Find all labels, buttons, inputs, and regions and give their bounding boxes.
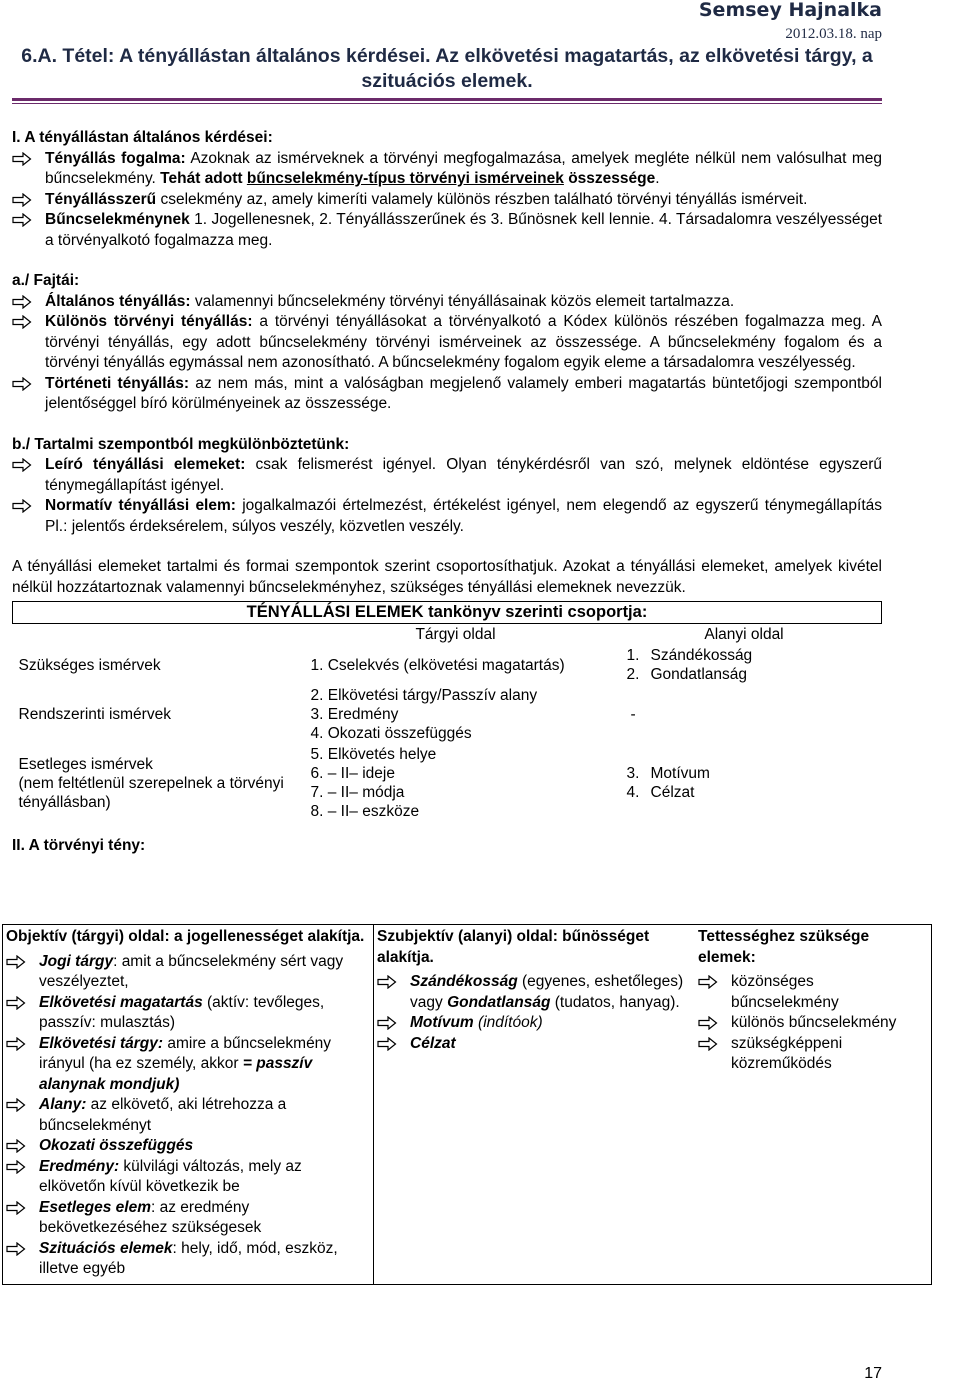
arrow-icon (6, 1201, 26, 1215)
title-rule-thin (12, 103, 882, 104)
list-item: 4. Okozati összefüggés (310, 725, 472, 742)
arrow-icon (698, 1037, 718, 1051)
list-item: 8. – II– eszköze (310, 803, 420, 820)
page-number: 17 (864, 1365, 882, 1382)
list-item: különös bűncselekmény (698, 1013, 923, 1034)
list-item: Tényállás fogalma: Azoknak az ismérveknek a törvényi megfogalmazása, amelyek megléte nélkül nem valósulhat meg bűncselekmény. Tehát adott bűncselekmény-típus törvényi ismérveinek összessége. (12, 149, 882, 190)
list-item: 1. Szándékosság (626, 647, 753, 664)
list-item: Motívum (indítóok) (377, 1013, 687, 1034)
list-item: Történeti tényállás: az nem más, mint a valóságban megjelenő valamely emberi magatartás büntetőjogi szempontból jelentőséggel bíró körülményeinek az összessége. (12, 374, 882, 415)
arrow-icon (12, 315, 32, 329)
arrow-icon (12, 152, 32, 166)
arrow-icon (12, 377, 32, 391)
title-rule-thick (12, 98, 882, 101)
list-item: szükségképpeni közreműködés (698, 1034, 923, 1075)
list-item: Elkövetési tárgy: amire a bűncselekmény irányul (ha ez személy, akkor = passzív alanynak mondjuk) (6, 1034, 365, 1096)
list-item: közönséges bűncselekmény (698, 972, 923, 1013)
elements-table (12, 601, 882, 822)
list-item: Bűncselekménynek 1. Jogellenesnek, 2. Tényállásszerűnek és 3. Bűnösnek kell lennie. 4. Társadalomra veszélyességet a törvényalkotó fogalmazza meg. (12, 210, 882, 251)
list-item: Jogi tárgy: amit a bűncselekmény sért vagy veszélyeztet, (6, 952, 365, 993)
list-item: 3. Eredmény (310, 706, 399, 723)
arrow-icon (6, 1160, 26, 1174)
arrow-icon (12, 193, 32, 207)
table-title: TÉNYÁLLÁSI ELEMEK tankönyv szerinti csoportja: (13, 602, 882, 624)
list-item: Elkövetési magatartás (aktív: tevőleges, passzív: mulasztás) (6, 993, 365, 1034)
section2-heading: II. A törvényi tény: (12, 837, 146, 854)
header-author: Semsey Hajnalka (698, 0, 882, 21)
table-row: Esetleges ismérvek (nem feltétlenül szerepelnek a törvényi tényállásban) 5. Elkövetés helye 6. – II– ideje 7. – II– módja 8. – II– eszköze 3. Motívum 4. Célzat (13, 744, 882, 822)
arrow-icon (377, 1037, 397, 1051)
tartalmi-heading: b./ Tartalmi szempontból megkülönböztetünk: (12, 435, 350, 453)
column-perpetrator: Tettességhez szüksége elemek: közönséges bűncselekmény különös bűncselekmény szükségképpeni közreműködés (695, 925, 931, 1284)
arrow-icon (6, 1098, 26, 1112)
list-item: 6. – II– ideje (310, 765, 395, 782)
list-item: Eredmény: külvilági változás, mely az elkövetőn kívül következik be (6, 1157, 365, 1198)
arrow-icon (377, 1016, 397, 1030)
list-item: Leíró tényállási elemeket: csak felismerést igényel. Olyan ténykérdésről van szó, melynek eldöntése egyszerű ténymegállapítást igényel. (12, 455, 882, 496)
list-item: Okozati összefüggés (6, 1136, 365, 1157)
column-subjective: Szubjektív (alanyi) oldal: bűnösséget alakítja. Szándékosság (egyenes, eshetőleges) vagy Gondatlanság (tudatos, hanyag). Motívum (indítóok) Célzat (373, 925, 695, 1284)
arrow-icon (12, 458, 32, 472)
list-item: 4. Célzat (626, 784, 695, 801)
arrow-icon (6, 996, 26, 1010)
arrow-icon (6, 1242, 26, 1256)
column-objective: Objektív (tárgyi) oldal: a jogellenességet alakítja. Jogi tárgy: amit a bűncselekmény sért vagy veszélyeztet, Elkövetési magatartás (aktív: tevőleges, passzív: mulasztás) Elkövetési tárgy: amire a bűncselekmény irányul (ha ez személy, akkor = passzív alanynak mondjuk) Alany: az elkövető, aki létrehozza a bűncselekményt Okozati összefüggés Eredmény: külvilági változás, mely az elkövetőn kívül következik be Esetleges elem: az eredmény bekövetkezéséhez szükségesek Szituációs elemek: hely, idő, mód, eszköz, illetve egyéb (3, 925, 373, 1284)
section1-heading: I. A tényállástan általános kérdései: (12, 129, 273, 146)
list-item: 7. – II– módja (310, 784, 405, 801)
list-item: Tényállásszerű cselekmény az, amely kimeríti valamely különös részben található törvényi tényállás ismérveit. (12, 190, 882, 211)
arrow-icon (12, 295, 32, 309)
list-item: Különös törvényi tényállás: a törvényi tényállásokat a törvényalkotó a Kódex különös részében fogalmazza meg. A törvényi tényállás, egy adott bűncselekmény törvényi ismérveinek az összessége. A bűncselekmény fogalom és a törvényi tényállás egymással nem azonosítható. A bűncselekmény fogalom egyik eleme a társadalomra veszélyesség. (12, 312, 882, 374)
list-item: 2. Elkövetési tárgy/Passzív alany (310, 687, 538, 704)
arrow-icon (698, 1016, 718, 1030)
list-item: Célzat (377, 1034, 687, 1055)
columns-box (2, 922, 932, 1285)
fajtai-heading: a./ Fajtái: (12, 272, 80, 289)
list-item: Szituációs elemek: hely, idő, mód, eszköz, illetve egyéb (6, 1239, 365, 1280)
list-item: Alany: az elkövető, aki létrehozza a bűncselekményt (6, 1095, 365, 1136)
list-item: 5. Elkövetés helye (310, 746, 437, 763)
arrow-icon (6, 955, 26, 969)
column-header-alanyi: Alanyi oldal (704, 626, 784, 643)
list-item: 3. Motívum (626, 765, 710, 782)
table-row: Szükséges ismérvek 1. Cselekvés (elkövetési magatartás) 1. Szándékosság 2. Gondatlanság (13, 645, 882, 685)
list-item: 2. Gondatlanság (626, 666, 748, 683)
list-item: Szándékosság (egyenes, eshetőleges) vagy Gondatlanság (tudatos, hanyag). (377, 972, 687, 1013)
document-body (12, 128, 882, 857)
list-item: Normatív tényállási elem: jogalkalmazói értelmezést, értékelést igényel, nem elegendő az egyszerű ténymegállapítás Pl.: jelentős érdeksérelem, súlyos veszély, közvetlen veszély. (12, 496, 882, 537)
arrow-icon (12, 499, 32, 513)
column-header-targyi: Tárgyi oldal (415, 626, 496, 643)
arrow-icon (377, 975, 397, 989)
list-item: Esetleges elem: az eredmény bekövetkezéséhez szükségesek (6, 1198, 365, 1239)
list-item: Általános tényállás: valamennyi bűncselekmény törvényi tényállásainak közös elemeit tartalmazza. (12, 292, 882, 313)
arrow-icon (6, 1139, 26, 1153)
header-date: 2012.03.18. nap (785, 26, 882, 42)
page-title: 6.A. Tétel: A tényállástan általános kérdései. Az elkövetési magatartás, az elkövetési tárgy, a szituációs elemek. (21, 45, 873, 92)
summary-paragraph: A tényállási elemeket tartalmi és formai szempontok szerint csoportosíthatjuk. Azokat a tényállási elemeket, amelyek kivétel nélkül hozzátartoznak valamennyi bűncselekményhez, szükséges tényállási elemeknek nevezzük. (12, 558, 882, 596)
arrow-icon (6, 1037, 26, 1051)
arrow-icon (698, 975, 718, 989)
arrow-icon (12, 213, 32, 227)
table-row: Rendszerinti ismérvek 2. Elkövetési tárgy/Passzív alany 3. Eredmény 4. Okozati összefüggés - (18, 687, 636, 742)
